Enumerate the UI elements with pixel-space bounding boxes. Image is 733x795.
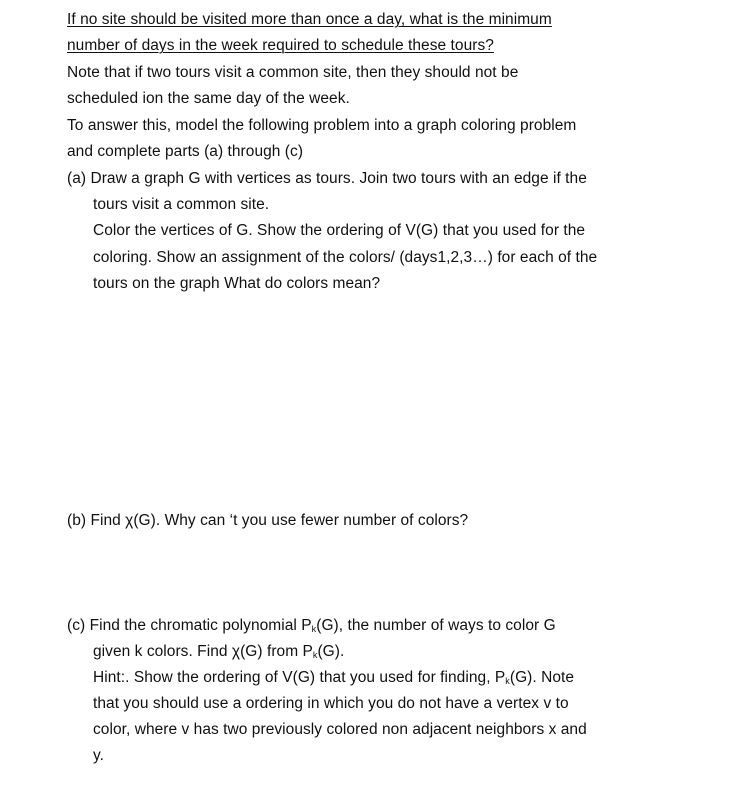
part-c-line-3-post: (G). Note	[509, 669, 575, 686]
part-c-line-3	[93, 668, 574, 688]
part-a-line-5: tours on the graph What do colors mean?	[93, 275, 381, 292]
note-line-1: Note that if two tours visit a common site, then they should not be	[67, 64, 519, 81]
subscript-k: k	[312, 650, 318, 660]
part-c-line-1-post: (G), the number of ways to color G	[316, 617, 556, 634]
part-c-line-2	[93, 642, 344, 662]
part-c-line-6: y.	[93, 747, 105, 764]
part-c-line-1-pre: (c) Find the chromatic polynomial P	[67, 617, 312, 634]
model-line-1: To answer this, model the following problem into a graph coloring problem	[67, 117, 577, 134]
subscript-k: k	[311, 624, 317, 634]
part-a-line-4: coloring. Show an assignment of the colors/ (days1,2,3…) for each of the	[93, 249, 598, 266]
note-line-2: scheduled ion the same day of the week.	[67, 90, 350, 107]
part-c-line-2-post: (G).	[317, 643, 345, 660]
part-a-line-2: tours visit a common site.	[93, 196, 270, 213]
model-line-2: and complete parts (a) through (c)	[67, 143, 304, 160]
part-c-line-3-pre: Hint:. Show the ordering of V(G) that you used for finding, P	[93, 669, 506, 686]
part-a-line-1: (a) Draw a graph G with vertices as tours. Join two tours with an edge if the	[67, 170, 587, 187]
part-a-line-3: Color the vertices of G. Show the ordering of V(G) that you used for the	[93, 222, 586, 239]
part-c-line-1	[67, 616, 556, 636]
part-c-line-4: that you should use a ordering in which you do not have a vertex v to	[93, 695, 569, 712]
part-b-line-1: (b) Find χ(G). Why can ‘t you use fewer number of colors?	[67, 512, 469, 529]
intro-line-1: If no site should be visited more than once a day, what is the minimum	[67, 11, 552, 28]
intro-line-2: number of days in the week required to schedule these tours?	[67, 37, 494, 54]
subscript-k: k	[505, 676, 510, 686]
part-c-line-5: color, where v has two previously colored non adjacent neighbors x and	[93, 721, 587, 738]
part-c-line-2-pre: given k colors. Find χ(G) from P	[93, 643, 313, 660]
